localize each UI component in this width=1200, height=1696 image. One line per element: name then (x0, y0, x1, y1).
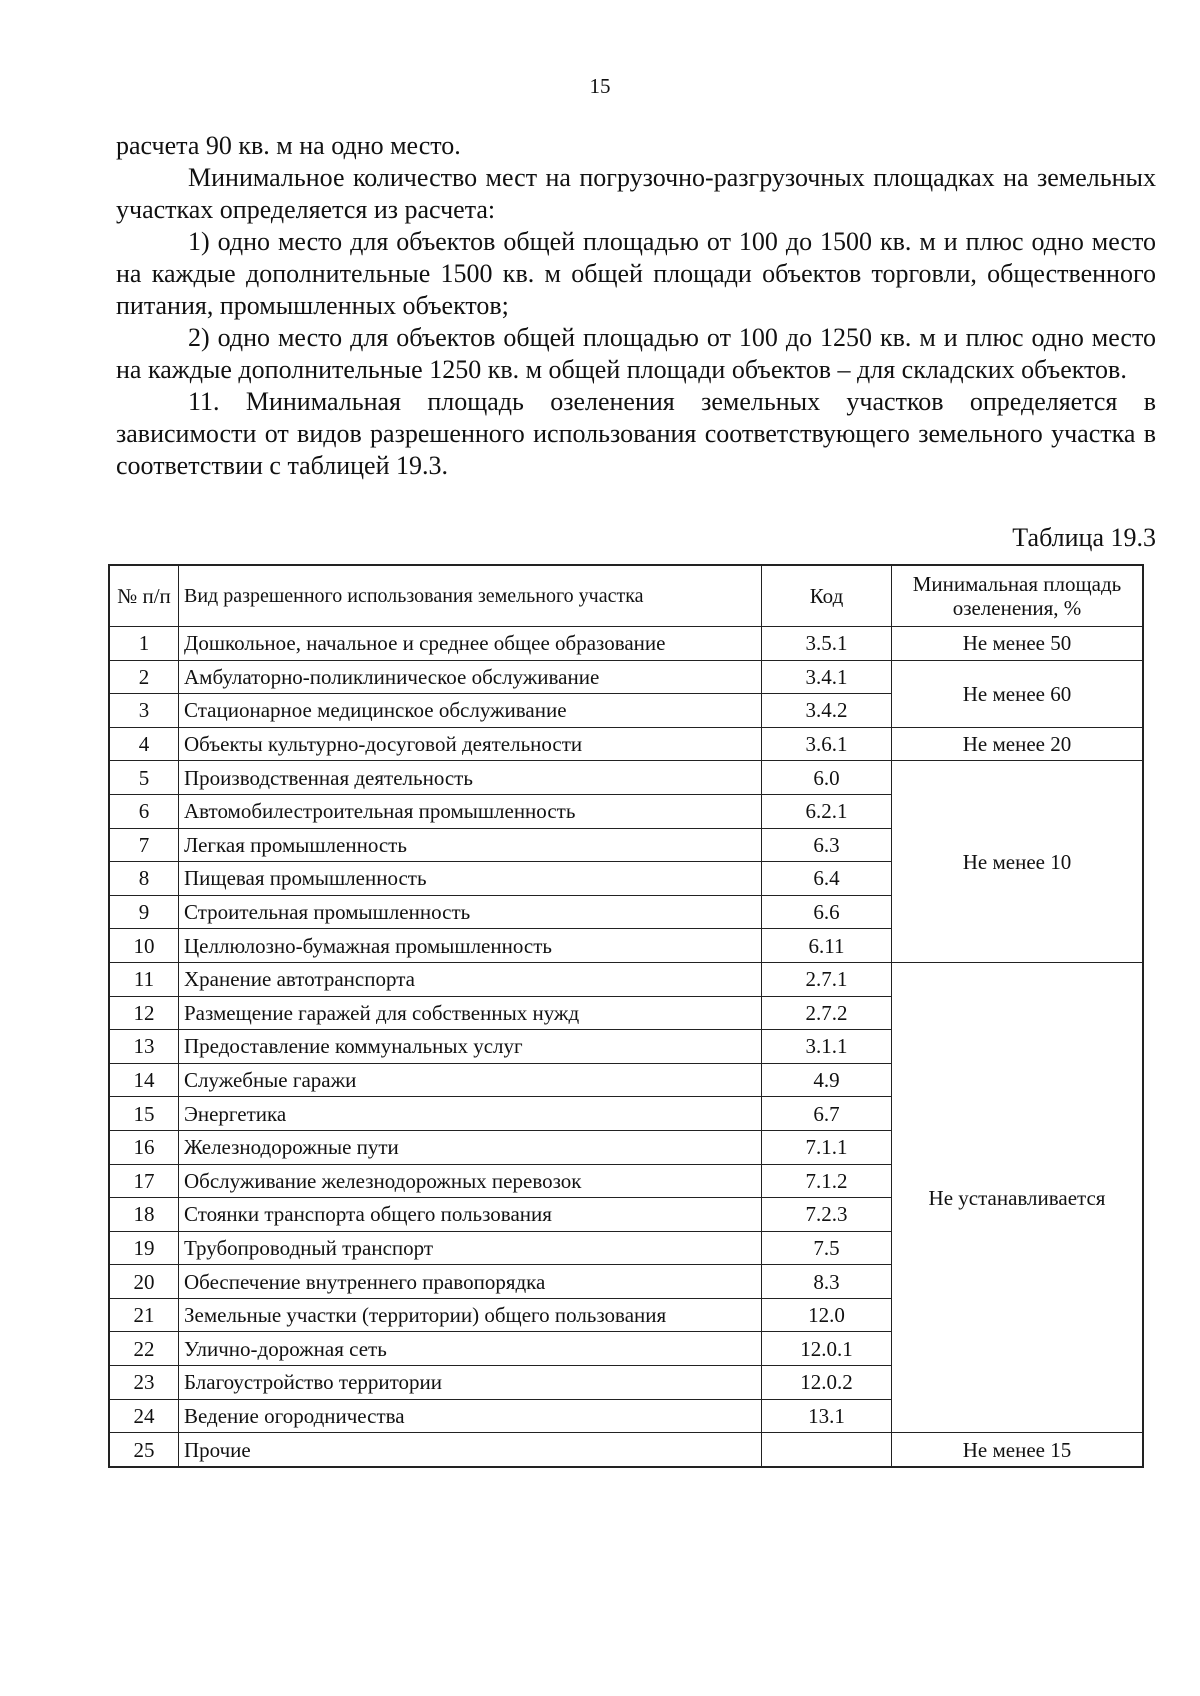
row-code: 2.7.1 (762, 962, 892, 996)
row-min-area: Не менее 10 (892, 761, 1144, 963)
row-use-type: Улично-дорожная сеть (179, 1332, 762, 1366)
row-use-type: Стационарное медицинское обслуживание (179, 694, 762, 728)
header-code: Код (762, 565, 892, 627)
header-min-area: Минимальная площадь озеленения, % (892, 565, 1144, 627)
row-code: 7.5 (762, 1231, 892, 1265)
row-number: 6 (109, 794, 179, 828)
row-number: 24 (109, 1399, 179, 1433)
row-number: 8 (109, 862, 179, 896)
row-use-type: Автомобилестроительная промышленность (179, 794, 762, 828)
row-code: 12.0 (762, 1298, 892, 1332)
table-header-row (109, 565, 1143, 627)
paragraph: 11. Минимальная площадь озеленения земельных участков определяется в зависимости от видов разрешенного использования соответствующего земельного участка в соответствии с таблицей 19.3. (116, 387, 1156, 480)
row-use-type: Дошкольное, начальное и среднее общее образование (179, 627, 762, 661)
paragraph: расчета 90 кв. м на одно место. (116, 131, 461, 160)
row-number: 10 (109, 929, 179, 963)
row-number: 18 (109, 1198, 179, 1232)
row-use-type: Стоянки транспорта общего пользования (179, 1198, 762, 1232)
row-use-type: Производственная деятельность (179, 761, 762, 795)
row-min-area: Не менее 20 (892, 727, 1144, 761)
row-use-type: Предоставление коммунальных услуг (179, 1030, 762, 1064)
page-number: 15 (589, 74, 611, 98)
row-number: 12 (109, 996, 179, 1030)
table-row (109, 962, 1143, 996)
table-row (109, 727, 1143, 761)
row-code: 8.3 (762, 1265, 892, 1299)
paragraph: 1) одно место для объектов общей площадью от 100 до 1500 кв. м и плюс одно место на каждые дополнительные 1500 кв. м общей площади объектов торговли, общественного питания, промышленных объектов; (116, 227, 1156, 320)
row-number: 16 (109, 1130, 179, 1164)
row-code: 12.0.2 (762, 1366, 892, 1400)
row-use-type: Земельные участки (территории) общего пользования (179, 1298, 762, 1332)
row-number: 22 (109, 1332, 179, 1366)
row-code: 12.0.1 (762, 1332, 892, 1366)
row-use-type: Целлюлозно-бумажная промышленность (179, 929, 762, 963)
row-number: 20 (109, 1265, 179, 1299)
row-use-type: Благоустройство территории (179, 1366, 762, 1400)
row-number: 2 (109, 660, 179, 694)
row-min-area: Не менее 50 (892, 627, 1144, 661)
row-code: 3.5.1 (762, 627, 892, 661)
row-min-area: Не менее 15 (892, 1433, 1144, 1467)
row-number: 5 (109, 761, 179, 795)
header-type: Вид разрешенного использования земельного участка (179, 565, 762, 627)
paragraph: Минимальное количество мест на погрузочно-разгрузочных площадках на земельных участках определяется из расчета: (116, 163, 1156, 224)
row-number: 4 (109, 727, 179, 761)
row-use-type: Пищевая промышленность (179, 862, 762, 896)
table-row (109, 761, 1143, 795)
table-row (109, 627, 1143, 661)
row-use-type: Легкая промышленность (179, 828, 762, 862)
row-number: 7 (109, 828, 179, 862)
row-code: 13.1 (762, 1399, 892, 1433)
row-number: 17 (109, 1164, 179, 1198)
row-use-type: Трубопроводный транспорт (179, 1231, 762, 1265)
row-number: 15 (109, 1097, 179, 1131)
row-use-type: Прочие (179, 1433, 762, 1467)
row-use-type: Обслуживание железнодорожных перевозок (179, 1164, 762, 1198)
table-row (109, 1433, 1143, 1467)
row-code: 7.1.2 (762, 1164, 892, 1198)
table-caption: Таблица 19.3 (1012, 523, 1156, 552)
row-code: 6.2.1 (762, 794, 892, 828)
row-use-type: Размещение гаражей для собственных нужд (179, 996, 762, 1030)
row-min-area: Не устанавливается (892, 962, 1144, 1432)
row-code: 6.4 (762, 862, 892, 896)
row-number: 14 (109, 1063, 179, 1097)
row-code: 6.3 (762, 828, 892, 862)
row-code: 3.4.2 (762, 694, 892, 728)
row-number: 21 (109, 1298, 179, 1332)
row-use-type: Амбулаторно-поликлиническое обслуживание (179, 660, 762, 694)
row-number: 3 (109, 694, 179, 728)
row-code (762, 1433, 892, 1467)
row-code: 6.7 (762, 1097, 892, 1131)
row-use-type: Энергетика (179, 1097, 762, 1131)
row-code: 7.1.1 (762, 1130, 892, 1164)
row-use-type: Обеспечение внутреннего правопорядка (179, 1265, 762, 1299)
row-use-type: Железнодорожные пути (179, 1130, 762, 1164)
row-code: 3.6.1 (762, 727, 892, 761)
row-number: 25 (109, 1433, 179, 1467)
row-use-type: Строительная промышленность (179, 895, 762, 929)
row-code: 3.4.1 (762, 660, 892, 694)
row-use-type: Ведение огородничества (179, 1399, 762, 1433)
table-row (109, 660, 1143, 694)
row-use-type: Хранение автотранспорта (179, 962, 762, 996)
row-number: 1 (109, 627, 179, 661)
body-text (116, 130, 1156, 482)
row-code: 7.2.3 (762, 1198, 892, 1232)
row-use-type: Служебные гаражи (179, 1063, 762, 1097)
row-code: 2.7.2 (762, 996, 892, 1030)
paragraph: 2) одно место для объектов общей площадью от 100 до 1250 кв. м и плюс одно место на каждые дополнительные 1250 кв. м общей площади объектов – для складских объектов. (116, 323, 1156, 384)
row-min-area: Не менее 60 (892, 660, 1144, 727)
row-code: 6.6 (762, 895, 892, 929)
row-code: 4.9 (762, 1063, 892, 1097)
row-code: 3.1.1 (762, 1030, 892, 1064)
row-number: 11 (109, 962, 179, 996)
row-number: 9 (109, 895, 179, 929)
row-code: 6.0 (762, 761, 892, 795)
row-number: 19 (109, 1231, 179, 1265)
row-code: 6.11 (762, 929, 892, 963)
header-num: № п/п (109, 565, 179, 627)
row-number: 23 (109, 1366, 179, 1400)
row-use-type: Объекты культурно-досуговой деятельности (179, 727, 762, 761)
row-number: 13 (109, 1030, 179, 1064)
greening-table (108, 564, 1144, 1468)
